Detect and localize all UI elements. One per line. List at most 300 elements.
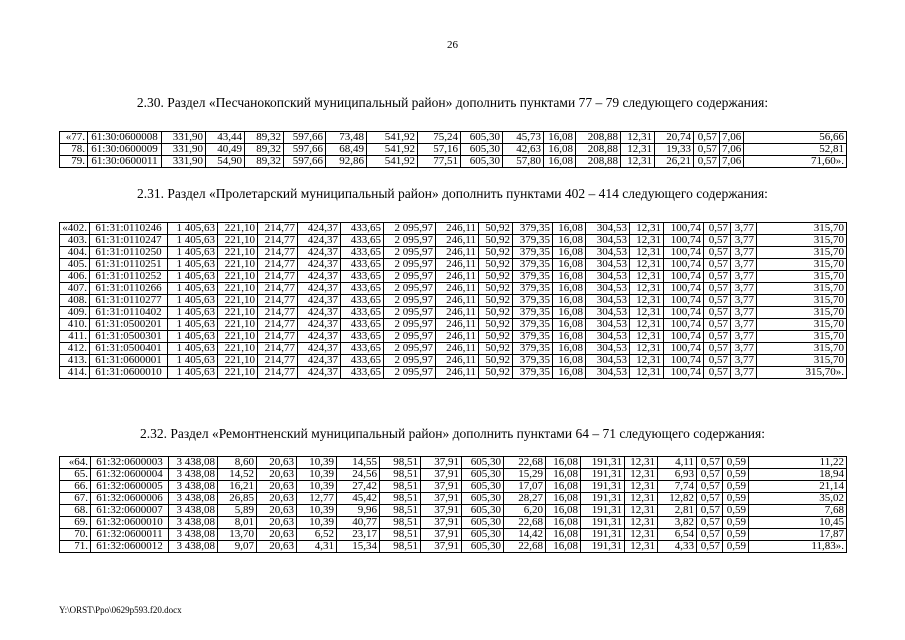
value-cell: 605,30 [461, 132, 503, 144]
value-cell: 50,92 [479, 331, 513, 343]
value-cell: 304,53 [586, 223, 630, 235]
value-cell: 16,08 [546, 529, 581, 541]
cadastral-number-cell: 61:31:0600010 [90, 367, 168, 379]
value-cell: 100,74 [664, 295, 704, 307]
value-cell: 56,66 [744, 132, 847, 144]
value-cell: 0,59 [723, 469, 749, 481]
value-cell: 2 095,97 [384, 247, 436, 259]
value-cell: 304,53 [586, 247, 630, 259]
value-cell: 16,21 [218, 481, 257, 493]
row-index-cell: 65. [60, 469, 91, 481]
value-cell: 26,85 [218, 493, 257, 505]
value-cell: 20,63 [257, 517, 297, 529]
value-cell: 2 095,97 [384, 271, 436, 283]
table-row [60, 469, 847, 481]
value-cell: 3,82 [658, 517, 697, 529]
value-cell: 3,77 [731, 355, 757, 367]
value-cell: 16,08 [553, 343, 586, 355]
value-cell: 12,31 [630, 259, 664, 271]
value-cell: 2 095,97 [384, 259, 436, 271]
value-cell: 304,53 [586, 307, 630, 319]
value-cell: 16,08 [546, 517, 581, 529]
value-cell: 221,10 [218, 223, 258, 235]
value-cell: 1 405,63 [168, 331, 218, 343]
table-row [60, 505, 847, 517]
value-cell: 0,57 [697, 493, 723, 505]
value-cell: 98,51 [380, 541, 421, 553]
value-cell: 13,70 [218, 529, 257, 541]
value-cell: 16,08 [546, 481, 581, 493]
value-cell: 50,92 [479, 319, 513, 331]
value-cell: 433,65 [341, 331, 384, 343]
value-cell: 424,37 [298, 355, 341, 367]
value-cell: 35,02 [749, 493, 847, 505]
table-row [60, 295, 847, 307]
value-cell: 16,08 [546, 469, 581, 481]
row-index-cell: 408. [60, 295, 90, 307]
value-cell: 315,70 [757, 343, 847, 355]
value-cell: 92,86 [326, 156, 367, 168]
value-cell: 0,57 [704, 307, 731, 319]
value-cell: 3,77 [731, 283, 757, 295]
value-cell: 3 438,08 [169, 505, 218, 517]
value-cell: 0,57 [697, 469, 723, 481]
value-cell: 9,96 [337, 505, 380, 517]
cadastral-number-cell: 61:32:0600012 [91, 541, 169, 553]
value-cell: 424,37 [298, 283, 341, 295]
row-index-cell: 409. [60, 307, 90, 319]
cadastral-number-cell: 61:32:0600005 [91, 481, 169, 493]
value-cell: 57,80 [503, 156, 544, 168]
value-cell: 246,11 [436, 271, 479, 283]
value-cell: 433,65 [341, 271, 384, 283]
value-cell: 246,11 [436, 319, 479, 331]
value-cell: 73,48 [326, 132, 367, 144]
value-cell: 424,37 [298, 295, 341, 307]
cadastral-number-cell: 61:30:0600008 [88, 132, 162, 144]
cadastral-number-cell: 61:31:0500401 [90, 343, 168, 355]
value-cell: 7,06 [720, 132, 744, 144]
value-cell: 214,77 [258, 223, 298, 235]
value-cell: 214,77 [258, 367, 298, 379]
value-cell: 597,66 [284, 156, 326, 168]
table-row [60, 481, 847, 493]
value-cell: 20,74 [655, 132, 694, 144]
value-cell: 379,35 [513, 235, 553, 247]
value-cell: 0,59 [723, 505, 749, 517]
value-cell: 331,90 [162, 156, 206, 168]
value-cell: 16,08 [553, 355, 586, 367]
value-cell: 4,31 [297, 541, 337, 553]
value-cell: 100,74 [664, 307, 704, 319]
value-cell: 304,53 [586, 235, 630, 247]
value-cell: 19,33 [655, 144, 694, 156]
value-cell: 2,81 [658, 505, 697, 517]
value-cell: 98,51 [380, 505, 421, 517]
value-cell: 541,92 [367, 132, 418, 144]
value-cell: 89,32 [245, 144, 284, 156]
data-table-2-30 [59, 131, 847, 168]
value-cell: 541,92 [367, 156, 418, 168]
value-cell: 100,74 [664, 283, 704, 295]
value-cell: 2 095,97 [384, 355, 436, 367]
value-cell: 40,49 [206, 144, 245, 156]
value-cell: 379,35 [513, 367, 553, 379]
value-cell: 7,68 [749, 505, 847, 517]
value-cell: 50,92 [479, 259, 513, 271]
table-row [60, 319, 847, 331]
value-cell: 0,57 [697, 541, 723, 553]
value-cell: 16,08 [553, 283, 586, 295]
cadastral-number-cell: 61:32:0600007 [91, 505, 169, 517]
value-cell: 2 095,97 [384, 223, 436, 235]
value-cell: 22,68 [504, 517, 546, 529]
cadastral-number-cell: 61:31:0110266 [90, 283, 168, 295]
value-cell: 424,37 [298, 367, 341, 379]
value-cell: 605,30 [462, 457, 504, 469]
value-cell: 379,35 [513, 331, 553, 343]
value-cell: 379,35 [513, 343, 553, 355]
value-cell: 424,37 [298, 319, 341, 331]
cadastral-number-cell: 61:31:0110247 [90, 235, 168, 247]
value-cell: 37,91 [421, 469, 462, 481]
value-cell: 331,90 [162, 144, 206, 156]
value-cell: 100,74 [664, 247, 704, 259]
value-cell: 424,37 [298, 271, 341, 283]
value-cell: 24,56 [337, 469, 380, 481]
value-cell: 246,11 [436, 259, 479, 271]
value-cell: 0,57 [697, 517, 723, 529]
value-cell: 98,51 [380, 481, 421, 493]
row-index-cell: 412. [60, 343, 90, 355]
value-cell: 433,65 [341, 343, 384, 355]
value-cell: 2 095,97 [384, 319, 436, 331]
value-cell: 315,70 [757, 307, 847, 319]
value-cell: 12,31 [625, 505, 658, 517]
row-index-cell: 404. [60, 247, 90, 259]
value-cell: 100,74 [664, 355, 704, 367]
table-row [60, 529, 847, 541]
value-cell: 191,31 [581, 469, 625, 481]
value-cell: 541,92 [367, 144, 418, 156]
value-cell: 75,24 [418, 132, 461, 144]
value-cell: 605,30 [462, 529, 504, 541]
value-cell: 605,30 [462, 493, 504, 505]
value-cell: 8,60 [218, 457, 257, 469]
value-cell: 379,35 [513, 319, 553, 331]
row-index-cell: 70. [60, 529, 91, 541]
value-cell: 246,11 [436, 235, 479, 247]
cadastral-number-cell: 61:32:0600011 [91, 529, 169, 541]
table-row [60, 144, 847, 156]
value-cell: 12,31 [625, 529, 658, 541]
value-cell: 42,63 [503, 144, 544, 156]
value-cell: 315,70». [757, 367, 847, 379]
value-cell: 433,65 [341, 235, 384, 247]
value-cell: 0,59 [723, 529, 749, 541]
value-cell: 221,10 [218, 343, 258, 355]
value-cell: 10,45 [749, 517, 847, 529]
file-path-footer: Y:\ORST\Ppo\0629p593.f20.docx [59, 605, 182, 615]
value-cell: 16,08 [544, 132, 576, 144]
table-row [60, 457, 847, 469]
value-cell: 12,31 [630, 355, 664, 367]
value-cell: 0,57 [694, 156, 720, 168]
cadastral-number-cell: 61:31:0500301 [90, 331, 168, 343]
value-cell: 2 095,97 [384, 235, 436, 247]
value-cell: 221,10 [218, 283, 258, 295]
value-cell: 12,31 [625, 493, 658, 505]
value-cell: 605,30 [462, 505, 504, 517]
value-cell: 3,77 [731, 307, 757, 319]
value-cell: 191,31 [581, 517, 625, 529]
value-cell: 433,65 [341, 319, 384, 331]
value-cell: 0,59 [723, 541, 749, 553]
value-cell: 3 438,08 [169, 517, 218, 529]
value-cell: 424,37 [298, 247, 341, 259]
value-cell: 3,77 [731, 271, 757, 283]
page-number: 26 [447, 39, 458, 51]
value-cell: 6,54 [658, 529, 697, 541]
value-cell: 1 405,63 [168, 259, 218, 271]
value-cell: 214,77 [258, 247, 298, 259]
value-cell: 0,59 [723, 457, 749, 469]
value-cell: 16,08 [553, 319, 586, 331]
value-cell: 0,57 [704, 235, 731, 247]
value-cell: 10,39 [297, 505, 337, 517]
row-index-cell: 406. [60, 271, 90, 283]
value-cell: 7,06 [720, 144, 744, 156]
value-cell: 2 095,97 [384, 295, 436, 307]
value-cell: 16,08 [553, 307, 586, 319]
value-cell: 12,31 [630, 223, 664, 235]
value-cell: 100,74 [664, 235, 704, 247]
value-cell: 10,39 [297, 457, 337, 469]
value-cell: 379,35 [513, 295, 553, 307]
table-row [60, 517, 847, 529]
value-cell: 191,31 [581, 493, 625, 505]
value-cell: 50,92 [479, 367, 513, 379]
value-cell: 12,31 [625, 469, 658, 481]
value-cell: 16,08 [553, 331, 586, 343]
value-cell: 14,52 [218, 469, 257, 481]
value-cell: 1 405,63 [168, 247, 218, 259]
value-cell: 0,57 [704, 355, 731, 367]
value-cell: 37,91 [421, 457, 462, 469]
row-index-cell: 79. [60, 156, 88, 168]
value-cell: 424,37 [298, 343, 341, 355]
value-cell: 3,77 [731, 367, 757, 379]
value-cell: 315,70 [757, 223, 847, 235]
row-index-cell: 407. [60, 283, 90, 295]
row-index-cell: «64. [60, 457, 91, 469]
value-cell: 16,08 [546, 541, 581, 553]
value-cell: 7,06 [720, 156, 744, 168]
value-cell: 433,65 [341, 283, 384, 295]
value-cell: 22,68 [504, 541, 546, 553]
value-cell: 3,77 [731, 259, 757, 271]
value-cell: 89,32 [245, 156, 284, 168]
value-cell: 11,22 [749, 457, 847, 469]
value-cell: 22,68 [504, 457, 546, 469]
value-cell: 12,31 [625, 457, 658, 469]
value-cell: 20,63 [257, 493, 297, 505]
value-cell: 246,11 [436, 367, 479, 379]
value-cell: 379,35 [513, 355, 553, 367]
value-cell: 221,10 [218, 331, 258, 343]
value-cell: 12,31 [625, 541, 658, 553]
value-cell: 3,77 [731, 235, 757, 247]
value-cell: 37,91 [421, 493, 462, 505]
value-cell: 16,08 [553, 259, 586, 271]
value-cell: 214,77 [258, 235, 298, 247]
value-cell: 315,70 [757, 247, 847, 259]
value-cell: 14,42 [504, 529, 546, 541]
value-cell: 10,39 [297, 481, 337, 493]
value-cell: 37,91 [421, 505, 462, 517]
value-cell: 50,92 [479, 235, 513, 247]
value-cell: 20,63 [257, 481, 297, 493]
value-cell: 0,57 [704, 247, 731, 259]
cadastral-number-cell: 61:31:0110277 [90, 295, 168, 307]
value-cell: 379,35 [513, 247, 553, 259]
value-cell: 12,77 [297, 493, 337, 505]
value-cell: 68,49 [326, 144, 367, 156]
value-cell: 315,70 [757, 259, 847, 271]
value-cell: 214,77 [258, 331, 298, 343]
cadastral-number-cell: 61:32:0600006 [91, 493, 169, 505]
value-cell: 7,74 [658, 481, 697, 493]
value-cell: 1 405,63 [168, 283, 218, 295]
cadastral-number-cell: 61:32:0600010 [91, 517, 169, 529]
value-cell: 2 095,97 [384, 331, 436, 343]
row-index-cell: 69. [60, 517, 91, 529]
table-row [60, 343, 847, 355]
value-cell: 214,77 [258, 271, 298, 283]
row-index-cell: 78. [60, 144, 88, 156]
value-cell: 246,11 [436, 283, 479, 295]
value-cell: 214,77 [258, 283, 298, 295]
value-cell: 0,57 [704, 367, 731, 379]
value-cell: 5,89 [218, 505, 257, 517]
value-cell: 433,65 [341, 223, 384, 235]
value-cell: 4,33 [658, 541, 697, 553]
value-cell: 0,57 [704, 331, 731, 343]
value-cell: 12,31 [621, 144, 655, 156]
value-cell: 3 438,08 [169, 457, 218, 469]
value-cell: 331,90 [162, 132, 206, 144]
value-cell: 100,74 [664, 343, 704, 355]
row-index-cell: 68. [60, 505, 91, 517]
value-cell: 246,11 [436, 247, 479, 259]
value-cell: 50,92 [479, 355, 513, 367]
value-cell: 3,77 [731, 247, 757, 259]
value-cell: 12,82 [658, 493, 697, 505]
value-cell: 605,30 [462, 541, 504, 553]
value-cell: 221,10 [218, 307, 258, 319]
cadastral-number-cell: 61:32:0600004 [91, 469, 169, 481]
value-cell: 12,31 [630, 247, 664, 259]
value-cell: 2 095,97 [384, 367, 436, 379]
value-cell: 424,37 [298, 307, 341, 319]
value-cell: 424,37 [298, 259, 341, 271]
value-cell: 100,74 [664, 223, 704, 235]
value-cell: 14,55 [337, 457, 380, 469]
value-cell: 1 405,63 [168, 343, 218, 355]
value-cell: 3 438,08 [169, 529, 218, 541]
value-cell: 424,37 [298, 331, 341, 343]
value-cell: 0,57 [697, 505, 723, 517]
value-cell: 221,10 [218, 247, 258, 259]
table-row [60, 283, 847, 295]
value-cell: 221,10 [218, 355, 258, 367]
value-cell: 15,34 [337, 541, 380, 553]
value-cell: 315,70 [757, 331, 847, 343]
value-cell: 28,27 [504, 493, 546, 505]
value-cell: 12,31 [630, 283, 664, 295]
cadastral-number-cell: 61:31:0110246 [90, 223, 168, 235]
row-index-cell: «77. [60, 132, 88, 144]
value-cell: 16,08 [544, 144, 576, 156]
value-cell: 16,08 [553, 295, 586, 307]
value-cell: 0,57 [704, 343, 731, 355]
value-cell: 214,77 [258, 343, 298, 355]
value-cell: 605,30 [462, 481, 504, 493]
value-cell: 191,31 [581, 541, 625, 553]
value-cell: 12,31 [625, 517, 658, 529]
value-cell: 1 405,63 [168, 223, 218, 235]
table-row [60, 132, 847, 144]
value-cell: 433,65 [341, 247, 384, 259]
value-cell: 315,70 [757, 355, 847, 367]
value-cell: 246,11 [436, 355, 479, 367]
value-cell: 100,74 [664, 319, 704, 331]
value-cell: 3,77 [731, 343, 757, 355]
value-cell: 246,11 [436, 343, 479, 355]
value-cell: 304,53 [586, 343, 630, 355]
value-cell: 304,53 [586, 355, 630, 367]
value-cell: 221,10 [218, 295, 258, 307]
value-cell: 20,63 [257, 541, 297, 553]
value-cell: 12,31 [621, 132, 655, 144]
value-cell: 315,70 [757, 235, 847, 247]
value-cell: 100,74 [664, 331, 704, 343]
row-index-cell: «402. [60, 223, 90, 235]
value-cell: 10,39 [297, 469, 337, 481]
value-cell: 16,08 [553, 367, 586, 379]
value-cell: 100,74 [664, 271, 704, 283]
value-cell: 424,37 [298, 235, 341, 247]
value-cell: 304,53 [586, 331, 630, 343]
value-cell: 214,77 [258, 355, 298, 367]
value-cell: 214,77 [258, 319, 298, 331]
table-row [60, 367, 847, 379]
cadastral-number-cell: 61:31:0600001 [90, 355, 168, 367]
value-cell: 1 405,63 [168, 319, 218, 331]
value-cell: 45,42 [337, 493, 380, 505]
value-cell: 424,37 [298, 223, 341, 235]
section-heading-2-32: 2.32. Раздел «Ремонтненский муниципальный район» дополнить пунктами 64 – 71 следующего содержания: [140, 426, 765, 441]
value-cell: 246,11 [436, 223, 479, 235]
value-cell: 0,57 [704, 295, 731, 307]
value-cell: 37,91 [421, 541, 462, 553]
value-cell: 1 405,63 [168, 295, 218, 307]
value-cell: 1 405,63 [168, 271, 218, 283]
value-cell: 98,51 [380, 529, 421, 541]
value-cell: 315,70 [757, 295, 847, 307]
value-cell: 57,16 [418, 144, 461, 156]
value-cell: 12,31 [630, 235, 664, 247]
